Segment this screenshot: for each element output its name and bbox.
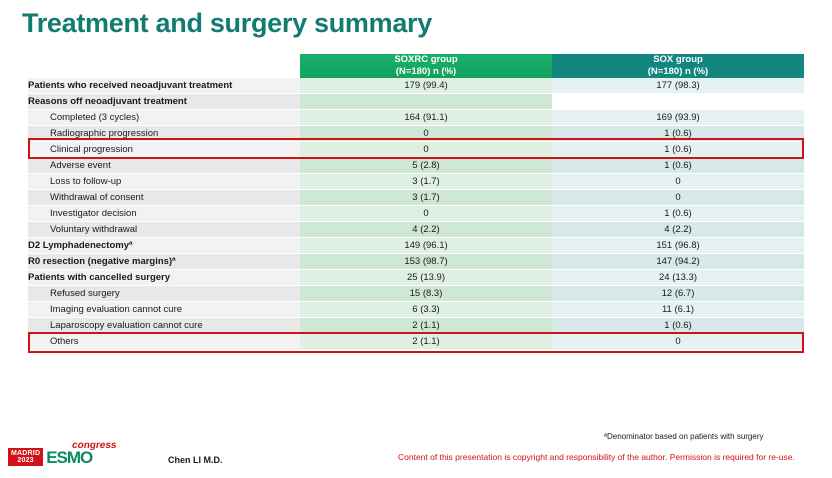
cell-sox: 11 (6.1) xyxy=(552,301,804,317)
cell-sox: 4 (2.2) xyxy=(552,221,804,237)
cell-soxrc: 6 (3.3) xyxy=(300,301,552,317)
presenter-name: Chen LI M.D. xyxy=(168,455,223,465)
table-row xyxy=(28,157,804,173)
table-row xyxy=(28,301,804,317)
copyright-notice: Content of this presentation is copyright and responsibility of the author. Permission is required for re-use. xyxy=(398,452,795,462)
madrid-year: 2023 xyxy=(17,457,34,464)
cell-sox: 1 (0.6) xyxy=(552,205,804,221)
header-blank xyxy=(28,54,300,78)
row-label: Laparoscopy evaluation cannot cure xyxy=(28,317,300,333)
row-label: Patients who received neoadjuvant treatment xyxy=(28,78,300,94)
row-label: D2 Lymphadenectomyª xyxy=(28,237,300,253)
cell-soxrc: 5 (2.8) xyxy=(300,157,552,173)
table-body xyxy=(28,78,804,349)
table-header xyxy=(28,54,804,78)
cell-sox: 0 xyxy=(552,333,804,349)
row-label: Loss to follow-up xyxy=(28,173,300,189)
row-label: Completed (3 cycles) xyxy=(28,109,300,125)
row-label: Refused surgery xyxy=(28,285,300,301)
cell-soxrc: 149 (96.1) xyxy=(300,237,552,253)
cell-sox: 147 (94.2) xyxy=(552,253,804,269)
cell-soxrc: 3 (1.7) xyxy=(300,189,552,205)
cell-soxrc: 3 (1.7) xyxy=(300,173,552,189)
cell-soxrc: 164 (91.1) xyxy=(300,109,552,125)
row-label: Voluntary withdrawal xyxy=(28,221,300,237)
row-label: Radiographic progression xyxy=(28,125,300,141)
header-sox-sub: (N=180) n (%) xyxy=(647,65,709,77)
cell-sox: 1 (0.6) xyxy=(552,125,804,141)
header-sox-group xyxy=(552,54,804,78)
table-row xyxy=(28,78,804,94)
cell-sox: 0 xyxy=(552,189,804,205)
page-title: Treatment and surgery summary xyxy=(22,8,432,38)
row-label: Investigator decision xyxy=(28,205,300,221)
table-row xyxy=(28,253,804,269)
cell-soxrc: 153 (98.7) xyxy=(300,253,552,269)
esmo-wordmark xyxy=(46,439,118,467)
table-row xyxy=(28,221,804,237)
table-row xyxy=(28,269,804,285)
header-soxrc-sub: (N=180) n (%) xyxy=(395,65,457,77)
row-label: Others xyxy=(28,333,300,349)
cell-soxrc: 2 (1.1) xyxy=(300,317,552,333)
madrid-city: MADRID xyxy=(11,449,41,457)
header-soxrc-group xyxy=(300,54,552,78)
cell-soxrc: 0 xyxy=(300,125,552,141)
cell-soxrc: 25 (13.9) xyxy=(300,269,552,285)
cell-soxrc: 15 (8.3) xyxy=(300,285,552,301)
cell-sox: 177 (98.3) xyxy=(552,78,804,94)
table-row xyxy=(28,125,804,141)
table-header-row xyxy=(28,54,804,78)
table-row xyxy=(28,109,804,125)
row-label: Withdrawal of consent xyxy=(28,189,300,205)
row-label: Patients with cancelled surgery xyxy=(28,269,300,285)
cell-soxrc: 2 (1.1) xyxy=(300,333,552,349)
madrid-badge xyxy=(8,448,43,467)
cell-soxrc: 0 xyxy=(300,141,552,157)
cell-sox: 151 (96.8) xyxy=(552,237,804,253)
cell-sox: 12 (6.7) xyxy=(552,285,804,301)
cell-soxrc: 179 (99.4) xyxy=(300,78,552,94)
congress-text: congress xyxy=(71,439,118,451)
esmo-congress-logo xyxy=(8,439,118,468)
cell-sox xyxy=(552,93,804,109)
row-label: Imaging evaluation cannot cure xyxy=(28,301,300,317)
table-row xyxy=(28,173,804,189)
cell-sox: 169 (93.9) xyxy=(552,109,804,125)
row-label: Adverse event xyxy=(28,157,300,173)
table-row xyxy=(28,205,804,221)
table-footnote: ªDenominator based on patients with surgery xyxy=(604,432,764,441)
summary-table-container xyxy=(28,54,804,349)
treatment-summary-table xyxy=(28,54,804,349)
table-row xyxy=(28,333,804,349)
esmo-text: ESMO xyxy=(46,447,93,467)
table-row xyxy=(28,189,804,205)
cell-soxrc xyxy=(300,93,552,109)
row-label: Clinical progression xyxy=(28,141,300,157)
row-label: R0 resection (negative margins)ª xyxy=(28,253,300,269)
cell-sox: 1 (0.6) xyxy=(552,141,804,157)
cell-sox: 1 (0.6) xyxy=(552,317,804,333)
cell-sox: 1 (0.6) xyxy=(552,157,804,173)
row-label: Reasons off neoadjuvant treatment xyxy=(28,93,300,109)
header-soxrc-label: SOXRC group xyxy=(394,54,458,65)
cell-soxrc: 0 xyxy=(300,205,552,221)
table-row xyxy=(28,93,804,109)
cell-sox: 24 (13.3) xyxy=(552,269,804,285)
cell-sox: 0 xyxy=(552,173,804,189)
table-row xyxy=(28,285,804,301)
header-sox-label: SOX group xyxy=(653,54,703,65)
table-row xyxy=(28,141,804,157)
table-row xyxy=(28,237,804,253)
table-row xyxy=(28,317,804,333)
cell-soxrc: 4 (2.2) xyxy=(300,221,552,237)
